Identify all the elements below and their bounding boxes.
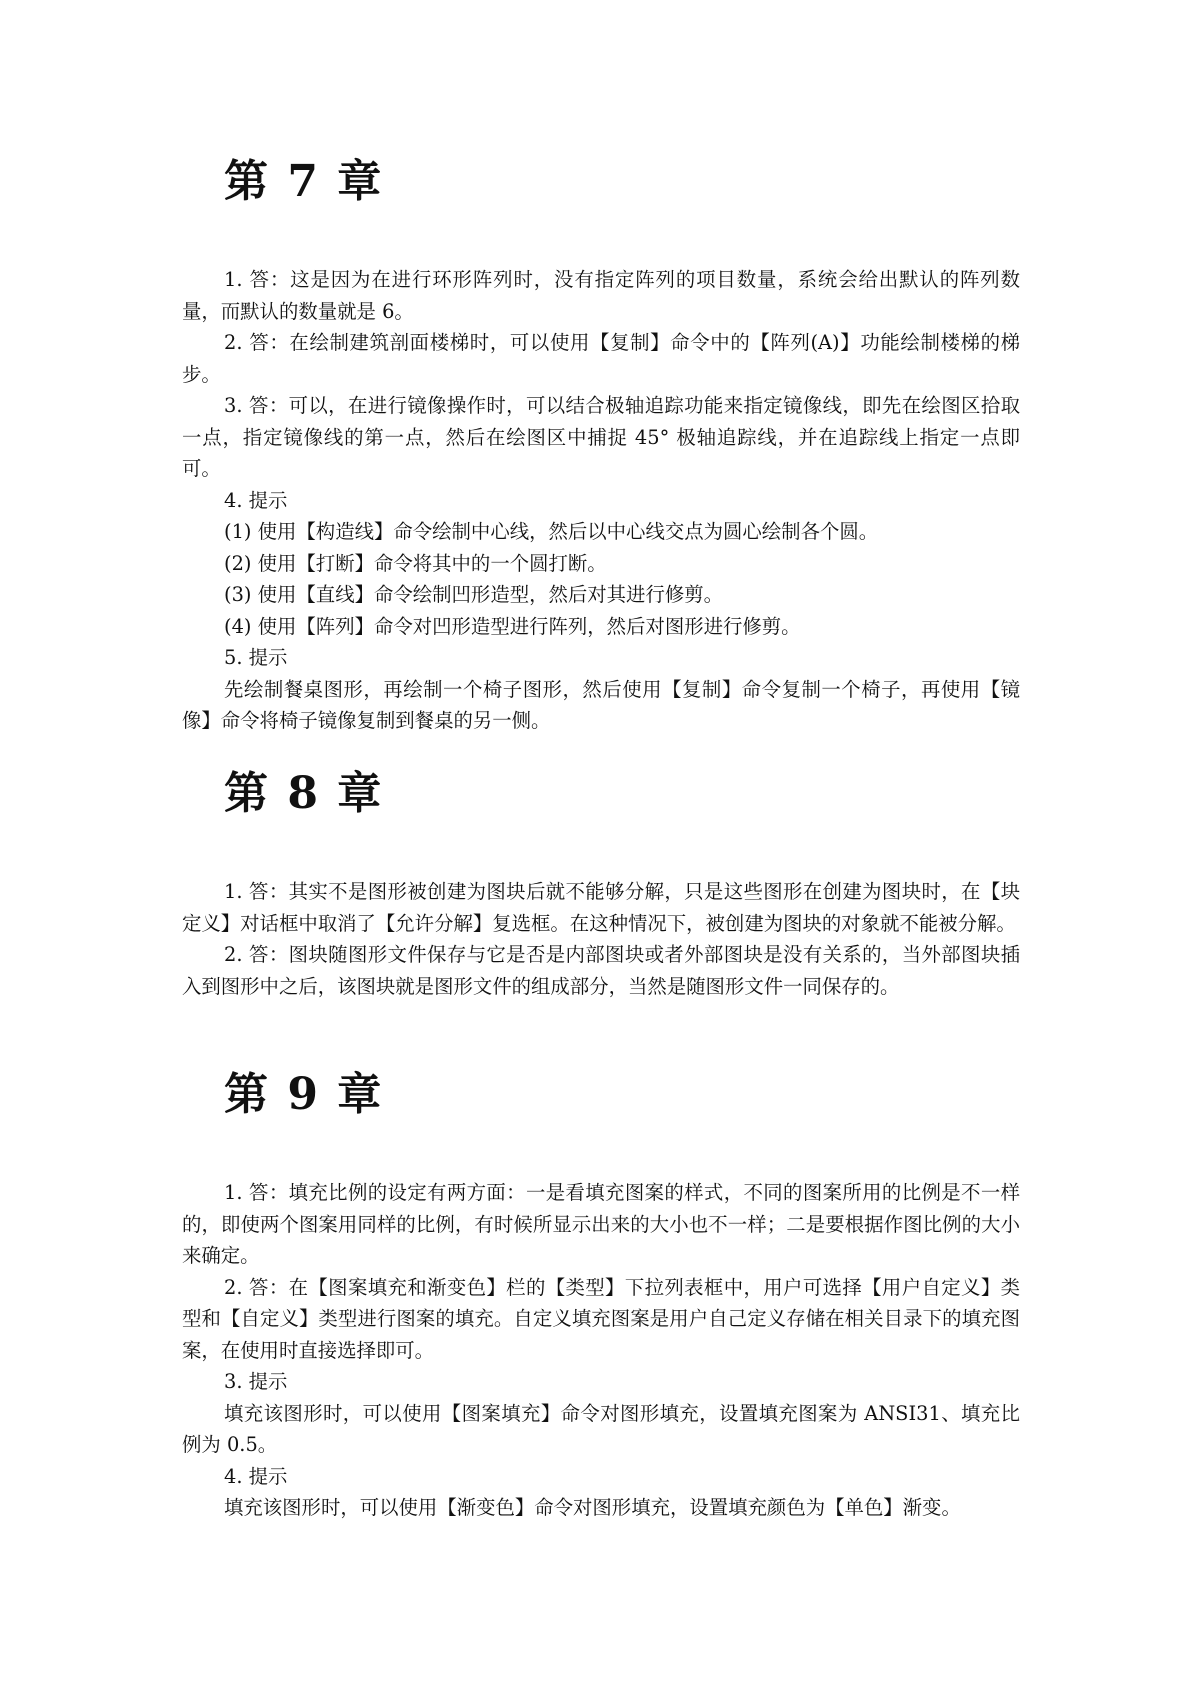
- chapter-title: 第 8 章: [224, 768, 384, 819]
- chapter-body: [182, 264, 1020, 737]
- hint-heading: 4. 提示: [224, 1464, 288, 1488]
- hint-step: (4) 使用【阵列】命令对凹形造型进行阵列，然后对图形进行修剪。: [224, 614, 801, 638]
- hint-step: (2) 使用【打断】命令将其中的一个圆打断。: [224, 551, 607, 575]
- hint-heading: 5. 提示: [224, 646, 288, 669]
- chapter-title: 第 9 章: [224, 1069, 384, 1120]
- answer-paragraph: 2. 答：在绘制建筑剖面楼梯时，可以使用【复制】命令中的【阵列(A)】功能绘制楼梯的梯步。: [182, 331, 1020, 386]
- chapter-9-section: [182, 1067, 1020, 1524]
- answer-paragraph: 2. 答：在【图案填充和渐变色】栏的【类型】下拉列表框中，用户可选择【用户自定义】类型和【自定义】类型进行图案的填充。自定义填充图案是用户自己定义存储在相关目录下的填充图案，在使用时直接选择即可。: [182, 1275, 1020, 1362]
- answer-paragraph: 1. 答：这是因为在进行环形阵列时，没有指定阵列的项目数量，系统会给出默认的阵列数量，而默认的数量就是 6。: [182, 268, 1020, 323]
- hint-paragraph: 填充该图形时，可以使用【渐变色】命令对图形填充，设置填充颜色为【单色】渐变。: [224, 1496, 961, 1519]
- chapter-body: [182, 876, 1020, 1002]
- answer-paragraph: 3. 答：可以，在进行镜像操作时，可以结合极轴追踪功能来指定镜像线，即先在绘图区拾取一点，指定镜像线的第一点，然后在绘图区中捕捉 45° 极轴追踪线，并在追踪线上指定一点即可。: [182, 394, 1020, 480]
- chapter-7-section: [182, 154, 1020, 737]
- chapter-8-section: [182, 766, 1020, 1002]
- answer-paragraph: 1. 答：填充比例的设定有两方面：一是看填充图案的样式，不同的图案所用的比例是不一样的，即使两个图案用同样的比例，有时候所显示出来的大小也不一样；二是要根据作图比例的大小来确定。: [182, 1181, 1020, 1267]
- hint-paragraph: 先绘制餐桌图形，再绘制一个椅子图形，然后使用【复制】命令复制一个椅子，再使用【镜像】命令将椅子镜像复制到餐桌的另一侧。: [182, 677, 1020, 732]
- answer-paragraph: 2. 答：图块随图形文件保存与它是否是内部图块或者外部图块是没有关系的，当外部图块插入到图形中之后，该图块就是图形文件的组成部分，当然是随图形文件一同保存的。: [182, 943, 1020, 998]
- hint-heading: 3. 提示: [224, 1370, 288, 1393]
- hint-heading: 4. 提示: [224, 488, 288, 512]
- chapter-title: 第 7 章: [224, 156, 384, 207]
- chapter-body: [182, 1177, 1020, 1524]
- hint-paragraph: 填充该图形时，可以使用【图案填充】命令对图形填充，设置填充图案为 ANSI31、填充比例为 0.5。: [182, 1401, 1020, 1456]
- hint-step: (1) 使用【构造线】命令绘制中心线，然后以中心线交点为圆心绘制各个圆。: [224, 520, 879, 543]
- hint-step: (3) 使用【直线】命令绘制凹形造型，然后对其进行修剪。: [224, 583, 724, 606]
- answer-paragraph: 1. 答：其实不是图形被创建为图块后就不能够分解，只是这些图形在创建为图块时，在【块定义】对话框中取消了【允许分解】复选框。在这种情况下，被创建为图块的对象就不能被分解。: [182, 880, 1020, 935]
